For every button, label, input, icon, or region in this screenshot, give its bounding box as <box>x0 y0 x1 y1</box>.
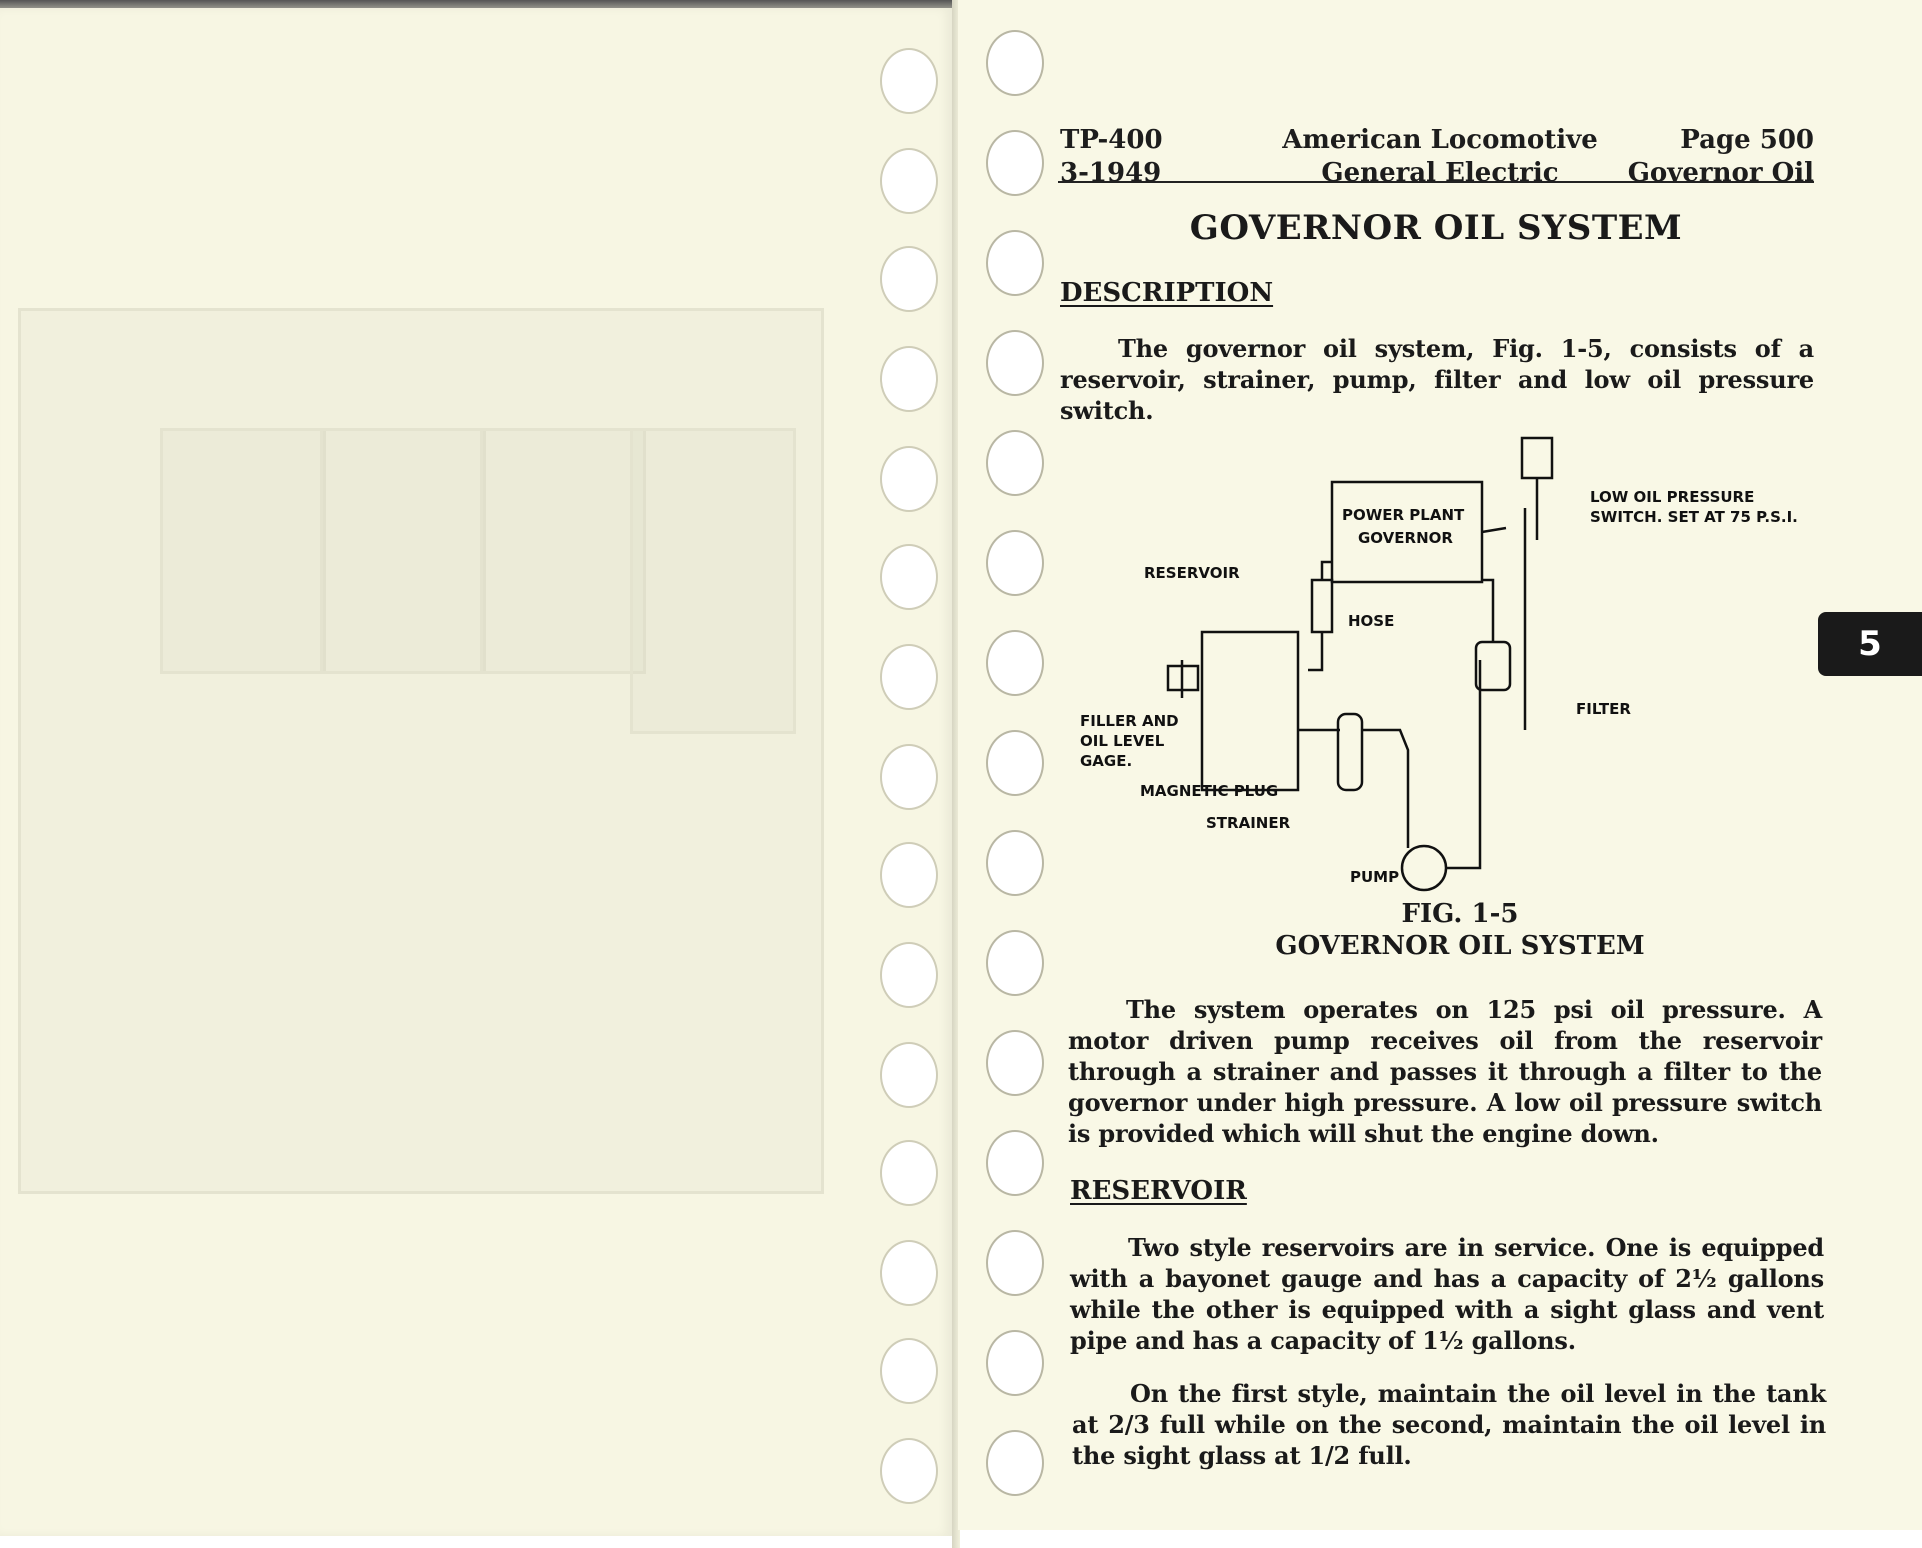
hose-line-lower <box>1308 632 1322 670</box>
label-low-oil-pressure: LOW OIL PRESSURE <box>1590 488 1755 506</box>
figure-title: GOVERNOR OIL SYSTEM <box>1275 931 1645 961</box>
page-label: Page 500 <box>1680 125 1814 155</box>
pump-to-filter <box>1446 660 1480 868</box>
binder-hole <box>986 730 1044 796</box>
page-title: GOVERNOR OIL SYSTEM <box>1189 208 1683 248</box>
bleed-through-panel <box>630 428 796 734</box>
operation-text <box>1068 994 1822 1149</box>
binder-hole <box>880 246 938 312</box>
binder-hole <box>880 644 938 710</box>
binder-hole <box>986 1130 1044 1196</box>
bleed-through-panel <box>160 428 326 674</box>
filter-to-governor <box>1482 580 1493 642</box>
label-strainer: STRAINER <box>1206 814 1291 832</box>
label-reservoir: RESERVOIR <box>1144 564 1240 582</box>
binder-hole <box>986 530 1044 596</box>
binder-hole <box>880 744 938 810</box>
description-heading: DESCRIPTION <box>1060 278 1274 308</box>
binder-hole <box>986 130 1044 196</box>
binder-hole <box>880 1042 938 1108</box>
governor-oil-system-diagram <box>1060 430 1798 900</box>
binder-hole <box>986 1330 1044 1396</box>
org-line-1: American Locomotive <box>1282 125 1598 155</box>
binder-hole <box>986 630 1044 696</box>
pump-circle <box>1402 846 1446 890</box>
doc-number: TP-400 <box>1060 125 1163 155</box>
reservoir-heading: RESERVOIR <box>1070 1176 1247 1206</box>
label-hose: HOSE <box>1348 612 1395 630</box>
binder-hole <box>880 48 938 114</box>
strainer-to-pump <box>1362 730 1408 848</box>
label-power-plant: POWER PLANT <box>1342 506 1465 524</box>
binder-hole <box>986 1430 1044 1496</box>
reservoir-para-1 <box>1070 1232 1824 1356</box>
binder-hole <box>880 544 938 610</box>
figure-number: FIG. 1-5 <box>1401 899 1519 929</box>
hose-segment <box>1312 580 1332 632</box>
section-tab[interactable]: 5 <box>1818 612 1922 676</box>
label-filler: FILLER AND <box>1080 712 1179 730</box>
description-text <box>1060 333 1814 426</box>
binder-hole <box>880 1338 938 1404</box>
label-switch-set: SWITCH. SET AT 75 P.S.I. <box>1590 508 1798 526</box>
binder-hole <box>880 446 938 512</box>
label-pump: PUMP <box>1350 868 1400 886</box>
binder-hole <box>880 346 938 412</box>
binder-hole <box>986 1230 1044 1296</box>
binder-hole <box>880 842 938 908</box>
binder-hole <box>986 830 1044 896</box>
label-gage: GAGE. <box>1080 752 1133 770</box>
org-line-2: General Electric <box>1321 158 1559 188</box>
pressure-switch-box <box>1522 438 1552 478</box>
binder-hole <box>880 1438 938 1504</box>
binder-hole <box>880 1240 938 1306</box>
figure-caption <box>1200 898 1720 962</box>
bleed-through-panel <box>480 428 646 674</box>
hose-line <box>1322 562 1332 580</box>
binder-hole <box>880 1140 938 1206</box>
strainer-body <box>1338 714 1362 790</box>
label-filter: FILTER <box>1576 700 1631 718</box>
binder-hole <box>986 930 1044 996</box>
left-page <box>0 8 952 1536</box>
reservoir-para-1-body: Two style reservoirs are in service. One is equipped with a bayonet gauge and has a capacity of 2½ gallons while the other is equipped with a sight glass and vent pipe and has a capacity of 1½ gallons. <box>1070 1233 1824 1355</box>
binder-hole <box>986 30 1044 96</box>
section-label: Governor Oil <box>1627 158 1814 188</box>
binder-hole <box>986 230 1044 296</box>
switch-arrow <box>1482 528 1506 532</box>
description-body: The governor oil system, Fig. 1-5, consists of a reservoir, strainer, pump, filter and low oil pressure switch. <box>1060 334 1814 425</box>
header-rule <box>1058 181 1814 183</box>
binder-hole <box>880 942 938 1008</box>
binder-hole <box>986 330 1044 396</box>
label-magnetic-plug: MAGNETIC PLUG <box>1140 782 1279 800</box>
doc-date: 3-1949 <box>1060 158 1162 188</box>
bleed-through-panel <box>320 428 486 674</box>
binder-hole <box>880 148 938 214</box>
reservoir-para-2 <box>1072 1378 1826 1471</box>
binder-hole <box>986 430 1044 496</box>
reservoir-box <box>1202 632 1298 790</box>
label-governor: GOVERNOR <box>1358 529 1453 547</box>
operation-body: The system operates on 125 psi oil pressure. A motor driven pump receives oil from the reservoir through a strainer and passes it through a filter to the governor under high pressure. A low oil pressure switch is provided which will shut the engine down. <box>1068 995 1822 1148</box>
reservoir-para-2-body: On the first style, maintain the oil level in the tank at 2/3 full while on the second, maintain the oil level in the sight glass at 1/2 full. <box>1072 1379 1826 1470</box>
label-oil-level: OIL LEVEL <box>1080 732 1165 750</box>
binder-hole <box>986 1030 1044 1096</box>
